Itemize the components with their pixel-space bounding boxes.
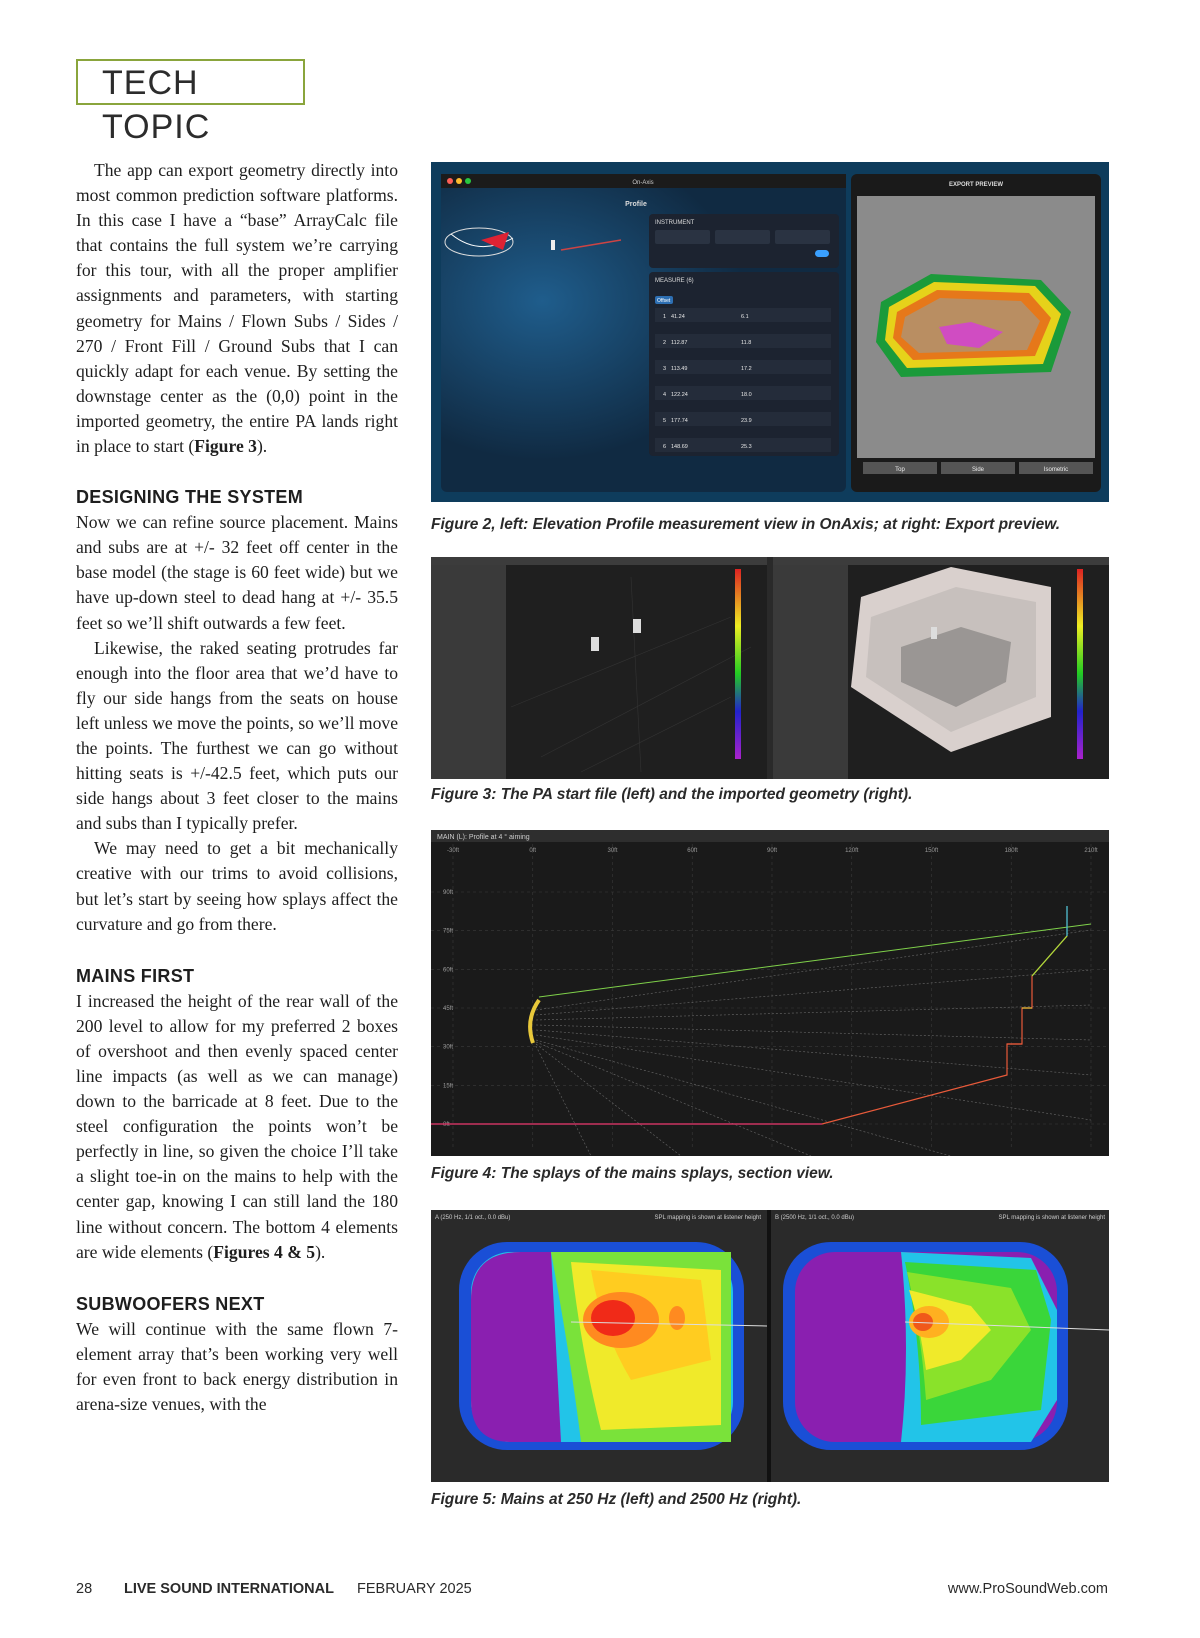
figure-ref: Figure 3 — [194, 436, 257, 457]
measure-angle: 11.8 — [741, 340, 752, 346]
map-250hz — [459, 1242, 767, 1450]
paragraph-1: The app can export geometry directly into most common prediction software platforms. In this case I have a “base” ArrayCalc file that contains the full system we’re carrying for this tour, with all the proper amplifier assignments and parameters, with starting geometry for Mains / Flown Subs / Sides / 270 / Front Fill / Ground Subs that I can quickly adapt for each venue. By setting the downstage center as the (0,0) point in the imported geometry, the entire PA lands right in place to start (Figure 3). — [76, 160, 398, 457]
map-2500hz — [783, 1242, 1109, 1450]
measure-angle: 6.1 — [741, 314, 749, 320]
section-tag: TECH TOPIC — [76, 59, 305, 105]
measure-dist: 177.74 — [671, 418, 688, 424]
export-title: EXPORT PREVIEW — [948, 182, 1004, 188]
svg-text:Offset: Offset — [657, 298, 671, 304]
figure-3-caption: Figure 3: The PA start file (left) and the imported geometry (right). — [431, 786, 913, 803]
paragraph-3: Likewise, the raked seating protrudes far enough into the floor area that we’d have to fly our side hangs from the seats on house left unless we move the points, so we’ll move the points. The furthest we can go without hitting seats is +/-42.5 feet, which puts our side hangs about 3 feet closer to the mains and subs than I typically prefer. — [76, 637, 399, 834]
magazine-name: LIVE SOUND INTERNATIONAL — [124, 1581, 334, 1597]
figure-ref: Figures 4 & 5 — [213, 1241, 316, 1262]
x-tick-label: -30ft — [446, 848, 460, 854]
heading-mains: MAINS FIRST — [76, 965, 195, 986]
heading-subwoofers: SUBWOOFERS NEXT — [76, 1293, 265, 1314]
measure-dist: 113.49 — [671, 366, 688, 372]
figure-4 — [431, 830, 1109, 1156]
x-tick-label: 150ft — [924, 848, 939, 854]
right-map-label: B (2500 Hz, 1/1 oct., 0.0 dBu) — [775, 1215, 855, 1221]
x-tick-label: 120ft — [845, 848, 859, 854]
svg-text:SPL mapping is shown at listen: SPL mapping is shown at listener height — [998, 1215, 1105, 1221]
measure-n: 3 — [663, 366, 667, 372]
measure-n: 2 — [663, 340, 667, 346]
measure-angle: 23.9 — [741, 418, 752, 424]
measure-angle: 18.0 — [741, 392, 752, 398]
svg-text:Top: Top — [895, 467, 905, 473]
left-map-label: A (250 Hz, 1/1 oct., 0.0 dBu) — [435, 1215, 511, 1221]
y-tick-label: 45ft — [443, 1006, 454, 1012]
panel-title: MAIN (L): Profile at 4 ° aiming — [437, 834, 530, 841]
x-tick-label: 210ft — [1084, 848, 1098, 854]
measure-n: 5 — [663, 418, 667, 424]
figure-5 — [431, 1210, 1109, 1482]
paragraph-6: We will continue with the same flown 7-element array that’s been working very well for even front to back energy distribution in arena-size venues, with the — [76, 1318, 398, 1415]
measure-n: 6 — [663, 444, 667, 450]
x-tick-label: 0ft — [529, 848, 537, 854]
paragraph-5: I increased the height of the rear wall of the 200 level to allow for my preferred 2 boxes of overshoot and then evenly spaced center line impacts (as well as we can manage) down to the barricade at 8 feet. Due to the steel configuration the points won’t be perfectly in line, so given the choice I’ll take a slight toe-in on the mains to help with the center gap, knowing I can still land the 180 line without concern. The bottom 4 elements are wide elements (Figures 4 & 5). — [76, 990, 398, 1262]
toggle[interactable] — [815, 250, 829, 257]
y-tick-label: 75ft — [443, 928, 454, 935]
figure-5-caption: Figure 5: Mains at 250 Hz (left) and 2500 Hz (right). — [431, 1491, 802, 1508]
x-tick-label: 30ft — [607, 848, 618, 854]
svg-text:SPL mapping is shown at listen: SPL mapping is shown at listener height — [654, 1215, 761, 1221]
speaker-array — [633, 619, 641, 633]
y-tick-label: 15ft — [443, 1083, 454, 1090]
issue-date: FEBRUARY 2025 — [357, 1581, 472, 1597]
y-tick-label: 0ft — [443, 1122, 450, 1128]
measure-dist: 41.24 — [671, 314, 685, 320]
paragraph-4: We may need to get a bit mechanically creative with our trims to avoid collisions, but let’s start by seeing how splays affect the curvature and go from there. — [76, 838, 398, 934]
measure-dist: 112.87 — [671, 340, 688, 346]
paragraph-2: Now we can refine source placement. Mains and subs are at +/- 32 feet off center in the base model (the stage is 60 feet wide) but we have up-down steel to dead hang at +/- 35.5 feet so we’ll shift outwards a few feet. — [76, 512, 398, 633]
measure-angle: 17.2 — [741, 366, 752, 372]
figure-2 — [431, 162, 1109, 502]
website-link[interactable]: www.ProSoundWeb.com — [947, 1581, 1108, 1597]
y-tick-label: 60ft — [443, 967, 454, 974]
svg-text:Side: Side — [971, 467, 985, 473]
measure-n: 4 — [663, 392, 667, 398]
y-tick-label: 30ft — [443, 1044, 454, 1051]
figure-2-caption: Figure 2, left: Elevation Profile measurement view in OnAxis; at right: Export preview. — [431, 516, 1061, 533]
svg-text:MEASURE (6): MEASURE (6) — [655, 278, 694, 284]
svg-text:INSTRUMENT: INSTRUMENT — [655, 220, 695, 226]
body-column — [76, 158, 398, 1417]
measure-n: 1 — [663, 314, 667, 320]
x-tick-label: 180ft — [1004, 848, 1018, 854]
heading-designing: DESIGNING THE SYSTEM — [76, 487, 304, 508]
window-title: On-Axis — [632, 180, 654, 186]
page-number: 28 — [76, 1581, 93, 1597]
x-tick-label: 90ft — [766, 848, 778, 854]
figure-4-caption: Figure 4: The splays of the mains splays, section view. — [431, 1165, 834, 1182]
y-tick-label: 90ft — [443, 890, 454, 896]
svg-text:Isometric: Isometric — [1043, 467, 1069, 473]
view-title: Profile — [625, 201, 647, 208]
speaker-array — [591, 637, 599, 651]
figure-3 — [431, 557, 1109, 779]
measure-dist: 148.69 — [671, 444, 688, 450]
x-tick-label: 60ft — [687, 848, 698, 854]
measure-angle: 25.3 — [741, 444, 752, 450]
measure-dist: 122.24 — [671, 392, 688, 398]
